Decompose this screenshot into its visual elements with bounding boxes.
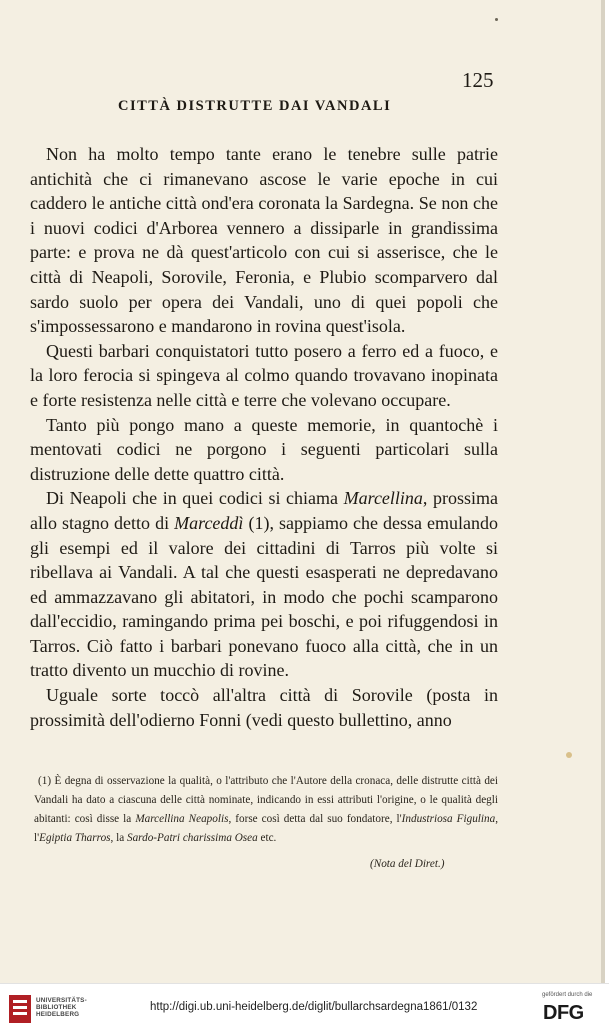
permalink-url[interactable]: http://digi.ub.uni-heidelberg.de/diglit/bullarchsardegna1861/0132 xyxy=(150,1001,478,1013)
ink-dot xyxy=(495,18,498,21)
sponsor-label: gefördert durch die xyxy=(542,992,593,998)
dfg-logo[interactable]: DFG xyxy=(543,1002,584,1024)
page-edge xyxy=(601,0,605,983)
paragraph-5: Uguale sorte toccò all'altra città di Sorovile (posta in prossimità dell'odierno Fonni (vedi questo bullettino, anno xyxy=(30,685,498,730)
footnote-signature: (Nota del Diret.) xyxy=(370,858,445,870)
term-marceddi: Marceddì xyxy=(174,512,244,533)
paragraph-1: Non ha molto tempo tante erano le tenebre sulle patrie antichità che ci rimanevano ascose le varie epoche in cui caddero le antiche città ond'era coronata la Sardegna. Se non che i nuovi codici d'Arborea vennero a dissiparle in grandissima parte: e prova ne dà quest'articolo con cui si asserisce, che le città di Neapoli, Sorovile, Feronia, e Plubio scomparvero dal sardo suolo per opera dei Vandali, uno di quei popoli che s'impossessarono e mandarono in rovina quest'isola. xyxy=(30,144,498,337)
term-marcellina: Marcellina xyxy=(343,488,423,509)
footer-bar xyxy=(0,983,609,1034)
paper-stain xyxy=(566,752,572,758)
page-number: 125 xyxy=(462,68,494,92)
paragraph-2: Questi barbari conquistatori tutto posero a ferro ed a fuoco, e la loro ferocia si spingeva al colmo quando trovavano inopinata e forte resistenza nelle città e terre che volevano occupare. xyxy=(30,340,498,410)
footnote: (1) È degna di osservazione la qualità, o l'attributo che l'Autore della cronaca, delle distrutte città dei Vandali ha dato a ciascuna delle città nominate, indicando in essi attributi l'origine, o le qualità degli abitanti: così disse la Marcellina Neapolis, forse così detta dal suo fondatore, l'Industriosa Figulina, l'Egiptia Tharros, la Sardo-Patri charissima Osea etc. xyxy=(34,775,499,845)
footnote-marker: (1) xyxy=(38,775,52,787)
library-name: UNIVERSITÄTS- BIBLIOTHEK HEIDELBERG xyxy=(36,997,87,1019)
paragraph-4: Di Neapoli che in quei codici si chiama Marcellina, prossima allo stagno detto di Marceddì (1), sappiamo che dessa emulando gli esempi ed il valore dei cittadini di Tarros più volte si ribellava ai Vandali. A tal che questi esasperati ne depredavano ed ammazzavano gli abitatori, in modo che pochi scamparono dall'eccidio, ramingando prima pei boschi, e poi rifuggendosi in Tarros. Ciò fatto i barbari ponevano fuoco alla città, che in un tratto divento un mucchio di rovine. xyxy=(30,488,499,681)
paragraph-3: Tanto più pongo mano a queste memorie, in quantochè i mentovati codici ne porgono i seguenti particolari sulla distruzione delle dette quattro città. xyxy=(30,414,498,484)
body-text xyxy=(30,142,498,732)
page-title: CITTÀ DISTRUTTE DAI VANDALI xyxy=(118,98,392,114)
university-seal-icon[interactable] xyxy=(8,994,32,1024)
